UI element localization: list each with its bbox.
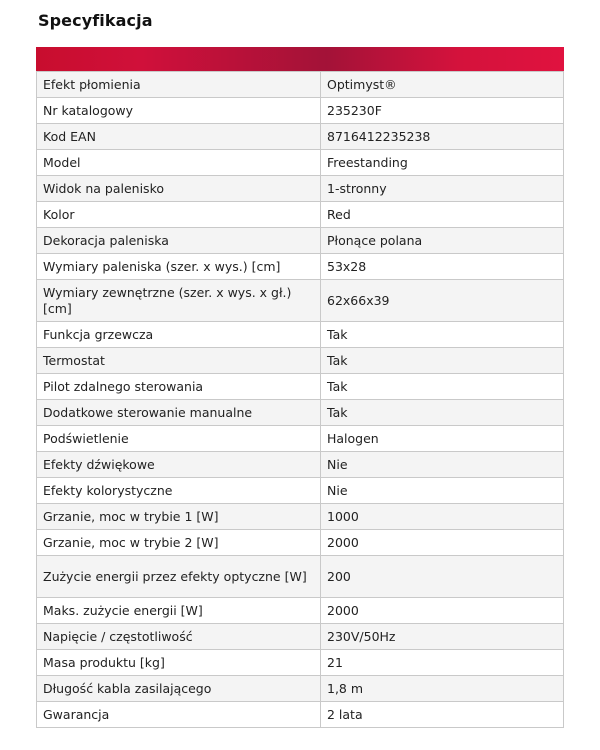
table-row [37,598,564,624]
spec-value: 1-stronny [321,176,564,202]
spec-label: Napięcie / częstotliwość [37,624,321,650]
table-row [37,280,564,322]
spec-label: Dodatkowe sterowanie manualne [37,400,321,426]
spec-value: 1000 [321,504,564,530]
table-row [37,202,564,228]
spec-value: 2 lata [321,702,564,728]
spec-value: Nie [321,478,564,504]
spec-value: 2000 [321,530,564,556]
spec-label: Efekty dźwiękowe [37,452,321,478]
spec-label: Wymiary paleniska (szer. x wys.) [cm] [37,254,321,280]
spec-label: Kolor [37,202,321,228]
table-row [37,530,564,556]
spec-label: Efekty kolorystyczne [37,478,321,504]
spec-label: Termostat [37,348,321,374]
spec-value: 8716412235238 [321,124,564,150]
spec-table [36,71,564,728]
spec-value: 53x28 [321,254,564,280]
table-row [37,254,564,280]
table-row [37,702,564,728]
spec-label: Widok na palenisko [37,176,321,202]
spec-label: Funkcja grzewcza [37,322,321,348]
spec-label: Pilot zdalnego sterowania [37,374,321,400]
table-row [37,98,564,124]
spec-value: Tak [321,348,564,374]
table-row [37,150,564,176]
spec-label: Model [37,150,321,176]
table-row [37,478,564,504]
section-title: Specyfikacja [38,11,153,30]
spec-value: Tak [321,374,564,400]
spec-label: Maks. zużycie energii [W] [37,598,321,624]
table-row [37,426,564,452]
spec-value: 230V/50Hz [321,624,564,650]
spec-value: Optimyst® [321,72,564,98]
spec-label: Zużycie energii przez efekty optyczne [W] [37,556,321,598]
spec-value: Nie [321,452,564,478]
spec-value: 235230F [321,98,564,124]
spec-label: Masa produktu [kg] [37,650,321,676]
spec-label: Grzanie, moc w trybie 1 [W] [37,504,321,530]
spec-label: Wymiary zewnętrzne (szer. x wys. x gł.) [cm] [37,280,321,322]
spec-value: Red [321,202,564,228]
spec-value: Płonące polana [321,228,564,254]
spec-value: Halogen [321,426,564,452]
table-row [37,676,564,702]
table-row [37,650,564,676]
table-row [37,374,564,400]
table-row [37,124,564,150]
spec-value: Tak [321,322,564,348]
spec-value: 1,8 m [321,676,564,702]
spec-label: Długość kabla zasilającego [37,676,321,702]
table-row [37,72,564,98]
spec-label: Gwarancja [37,702,321,728]
table-row [37,176,564,202]
spec-header-banner [36,47,564,71]
spec-label: Nr katalogowy [37,98,321,124]
table-row [37,452,564,478]
table-row [37,228,564,254]
table-row [37,348,564,374]
spec-label: Kod EAN [37,124,321,150]
spec-label: Dekoracja paleniska [37,228,321,254]
spec-label: Grzanie, moc w trybie 2 [W] [37,530,321,556]
table-row [37,400,564,426]
spec-value: Freestanding [321,150,564,176]
table-row [37,556,564,598]
spec-label: Efekt płomienia [37,72,321,98]
spec-value: 21 [321,650,564,676]
spec-value: 62x66x39 [321,280,564,322]
table-row [37,624,564,650]
spec-label: Podświetlenie [37,426,321,452]
table-row [37,322,564,348]
table-row [37,504,564,530]
spec-value: 200 [321,556,564,598]
spec-value: 2000 [321,598,564,624]
spec-value: Tak [321,400,564,426]
